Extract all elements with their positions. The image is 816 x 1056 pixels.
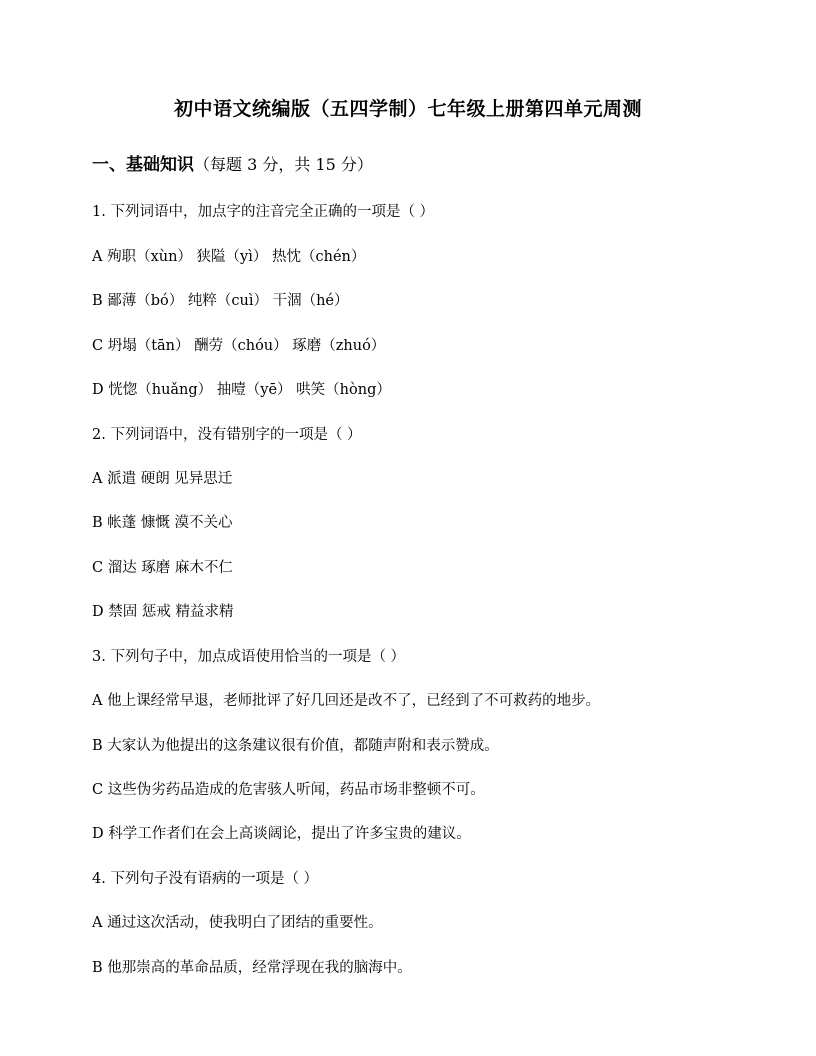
q3-option-a: A 他上课经常早退，老师批评了好几回还是改不了，已经到了不可救药的地步。 bbox=[92, 693, 601, 709]
q3-option-d: D 科学工作者们在会上高谈阔论，提出了许多宝贵的建议。 bbox=[92, 826, 471, 842]
q4-option-b: B 他那崇高的革命品质，经常浮现在我的脑海中。 bbox=[92, 960, 412, 976]
q1-option-d: D 恍惚（huǎng） 抽噎（yē） 哄笑（hòng） bbox=[92, 382, 391, 398]
question-1: 1. 下列词语中，加点字的注音完全正确的一项是（ ） bbox=[92, 204, 435, 220]
q2-option-b: B 帐蓬 慷慨 漠不关心 bbox=[92, 515, 233, 531]
q2-option-a: A 派遣 硬朗 见异思迁 bbox=[92, 471, 233, 487]
q2-option-d: D 禁固 惩戒 精益求精 bbox=[92, 604, 234, 620]
q4-option-a: A 通过这次活动，使我明白了团结的重要性。 bbox=[92, 915, 383, 931]
q1-option-a: A 殉职（xùn） 狭隘（yì） 热忱（chén） bbox=[92, 249, 366, 265]
page-title: 初中语文统编版（五四学制）七年级上册第四单元周测 bbox=[173, 98, 642, 120]
question-4: 4. 下列句子没有语病的一项是（ ） bbox=[92, 871, 319, 887]
question-3: 3. 下列句子中，加点成语使用恰当的一项是（ ） bbox=[92, 649, 406, 665]
q3-option-c: C 这些伪劣药品造成的危害骇人听闻，药品市场非整顿不可。 bbox=[92, 782, 485, 798]
q1-option-c: C 坍塌（tān） 酬劳（chóu） 琢磨（zhuó） bbox=[92, 338, 386, 354]
q1-option-b: B 鄙薄（bó） 纯粹（cuì） 干涸（hé） bbox=[92, 293, 349, 309]
section-heading-label: 一、基础知识 bbox=[92, 155, 194, 175]
q2-option-c: C 溜达 琢磨 麻木不仁 bbox=[92, 560, 233, 576]
question-2: 2. 下列词语中，没有错别字的一项是（ ） bbox=[92, 427, 362, 443]
q3-option-b: B 大家认为他提出的这条建议很有价值，都随声附和表示赞成。 bbox=[92, 738, 499, 754]
section-heading bbox=[92, 150, 373, 175]
section-score: （每题 3 分，共 15 分） bbox=[194, 155, 373, 174]
